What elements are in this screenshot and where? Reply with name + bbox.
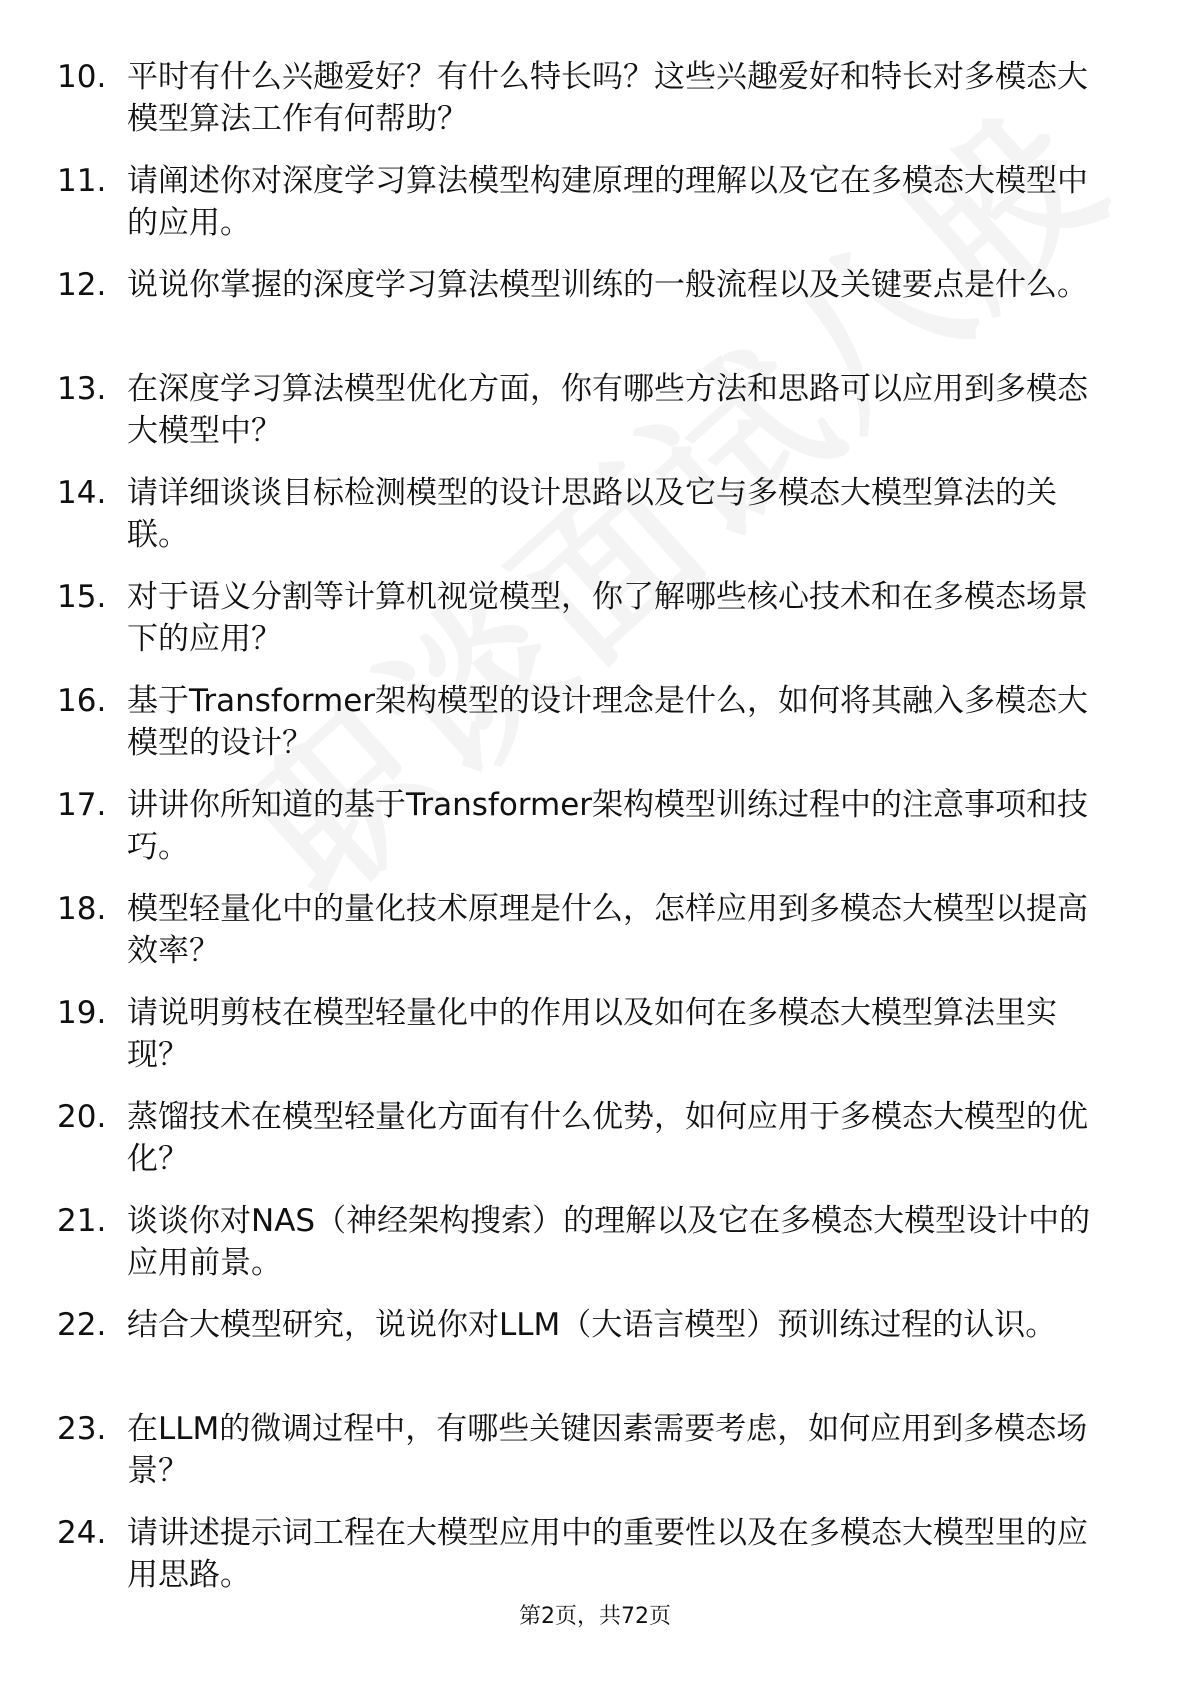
question-text: 在LLM的微调过程中，有哪些关键因素需要考虑，如何应用到多模态场景？: [127, 1411, 1088, 1489]
question-item: [0, 776, 1190, 880]
question-number: 22.: [57, 1307, 107, 1343]
question-text: 基于Transformer架构模型的设计理念是什么，如何将其融入多模态大模型的设计？: [127, 683, 1089, 761]
question-number: 13.: [57, 371, 107, 407]
question-item: [0, 1088, 1190, 1192]
question-text: 请讲述提示词工程在大模型应用中的重要性以及在多模态大模型里的应用思路。: [127, 1515, 1088, 1593]
question-number: 17.: [57, 787, 107, 823]
question-number: 18.: [57, 891, 107, 927]
question-number: 19.: [57, 995, 107, 1031]
question-number: 15.: [57, 579, 107, 615]
question-list: [0, 48, 1190, 1608]
question-number: 12.: [57, 267, 107, 303]
question-number: 11.: [57, 163, 107, 199]
question-item: [0, 256, 1190, 360]
question-item: [0, 152, 1190, 256]
question-item: [0, 984, 1190, 1088]
question-text: 平时有什么兴趣爱好？有什么特长吗？这些兴趣爱好和特长对多模态大模型算法工作有何帮助？: [127, 59, 1088, 137]
page-footer: [0, 1602, 1190, 1632]
question-text: 模型轻量化中的量化技术原理是什么，怎样应用到多模态大模型以提高效率？: [127, 891, 1088, 969]
question-number: 21.: [57, 1203, 107, 1239]
question-text: 在深度学习算法模型优化方面，你有哪些方法和思路可以应用到多模态大模型中？: [127, 371, 1088, 449]
question-item: [0, 672, 1190, 776]
question-text: 讲讲你所知道的基于Transformer架构模型训练过程中的注意事项和技巧。: [127, 787, 1089, 865]
question-text: 对于语义分割等计算机视觉模型，你了解哪些核心技术和在多模态场景下的应用？: [127, 579, 1088, 657]
question-item: [0, 48, 1190, 152]
question-text: 说说你掌握的深度学习算法模型训练的一般流程以及关键要点是什么。: [127, 267, 1088, 303]
question-text: 蒸馏技术在模型轻量化方面有什么优势，如何应用于多模态大模型的优化？: [127, 1099, 1088, 1177]
question-number: 16.: [57, 683, 107, 719]
question-item: [0, 568, 1190, 672]
question-text: 结合大模型研究，说说你对LLM（大语言模型）预训练过程的认识。: [127, 1307, 1057, 1343]
question-number: 14.: [57, 475, 107, 511]
question-text: 请阐述你对深度学习算法模型构建原理的理解以及它在多模态大模型中的应用。: [127, 163, 1088, 241]
question-item: [0, 1192, 1190, 1296]
question-number: 10.: [57, 59, 107, 95]
question-text: 请说明剪枝在模型轻量化中的作用以及如何在多模态大模型算法里实现？: [127, 995, 1057, 1073]
question-text: 请详细谈谈目标检测模型的设计思路以及它与多模态大模型算法的关联。: [127, 475, 1057, 553]
page-number-label: 第2页，共72页: [519, 1604, 671, 1629]
question-item: [0, 464, 1190, 568]
question-text: 谈谈你对NAS（神经架构搜索）的理解以及它在多模态大模型设计中的应用前景。: [127, 1203, 1091, 1281]
question-item: [0, 880, 1190, 984]
question-item: [0, 360, 1190, 464]
question-item: [0, 1400, 1190, 1504]
question-number: 20.: [57, 1099, 107, 1135]
question-number: 23.: [57, 1411, 107, 1447]
question-number: 24.: [57, 1515, 107, 1551]
question-item: [0, 1296, 1190, 1400]
question-item: [0, 1504, 1190, 1608]
